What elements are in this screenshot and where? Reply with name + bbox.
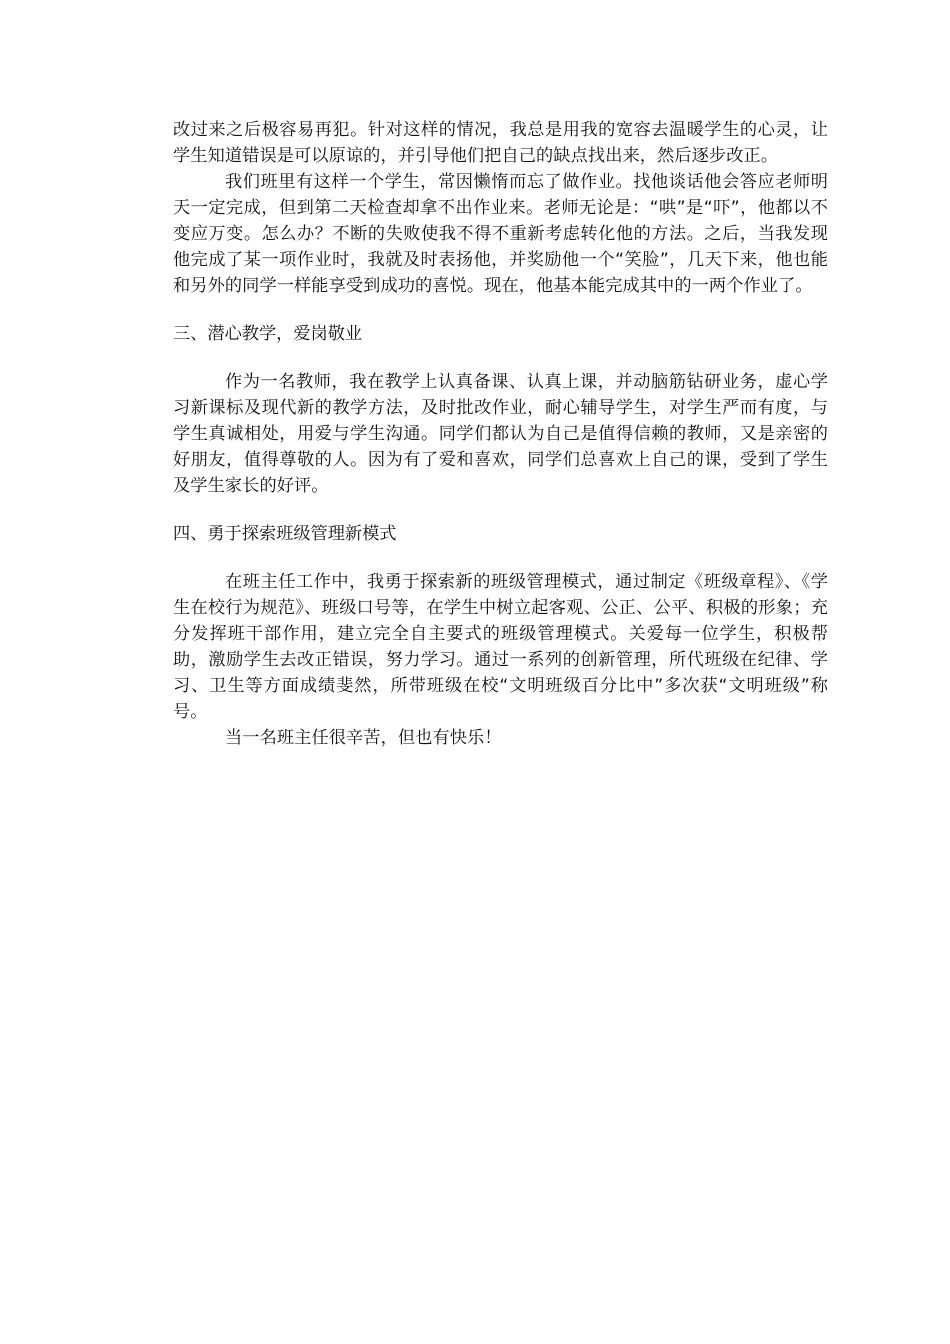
section-heading-class-management: 四、勇于探索班级管理新模式 — [173, 524, 397, 544]
document-body — [173, 117, 828, 751]
paragraph-lazy-student: 我们班里有这样一个学生，常因懒惰而忘了做作业。找他谈话他会答应老师明天一定完成，但到第二天检查却拿不出作业来。老师无论是：“哄”是“吓”，他都以不变应万变。怎么办？不断的失败使我不得不重新考虑转化他的方法。之后，当我发现他完成了某一项作业时，我就及时表扬他，并奖励他一个“笑脸”，几天下来，他也能和另外的同学一样能享受到成功的喜悦。现在，他基本能完成其中的一两个作业了。 — [173, 172, 828, 296]
paragraph-teaching: 作为一名教师，我在教学上认真备课、认真上课，并动脑筋钻研业务，虚心学习新课标及现代新的教学方法，及时批改作业，耐心辅导学生，对学生严而有度，与学生真诚相处，用爱与学生沟通。同学们都认为自己是值得信赖的教师，又是亲密的好朋友，值得尊敬的人。因为有了爱和喜欢，同学们总喜欢上自己的课，受到了学生及学生家长的好评。 — [173, 372, 828, 496]
paragraph-closing: 当一名班主任很辛苦，但也有快乐！ — [225, 728, 502, 748]
paragraph-class-management: 在班主任工作中，我勇于探索新的班级管理模式，通过制定《班级章程》、《学生在校行为规范》、班级口号等，在学生中树立起客观、公正、公平、积极的形象；充分发挥班干部作用，建立完全自主要式的班级管理模式。关爱每一位学生，积极帮助，激励学生去改正错误，努力学习。通过一系列的创新管理，所代班级在纪律、学习、卫生等方面成绩斐然，所带班级在校“文明班级百分比中”多次获“文明班级”称号。 — [173, 572, 828, 722]
section-heading-teaching: 三、潜心教学，爱岗敬业 — [173, 324, 363, 344]
paragraph-continuation: 改过来之后极容易再犯。针对这样的情况，我总是用我的宽容去温暖学生的心灵，让学生知道错误是可以原谅的，并引导他们把自己的缺点找出来，然后逐步改正。 — [173, 120, 828, 166]
